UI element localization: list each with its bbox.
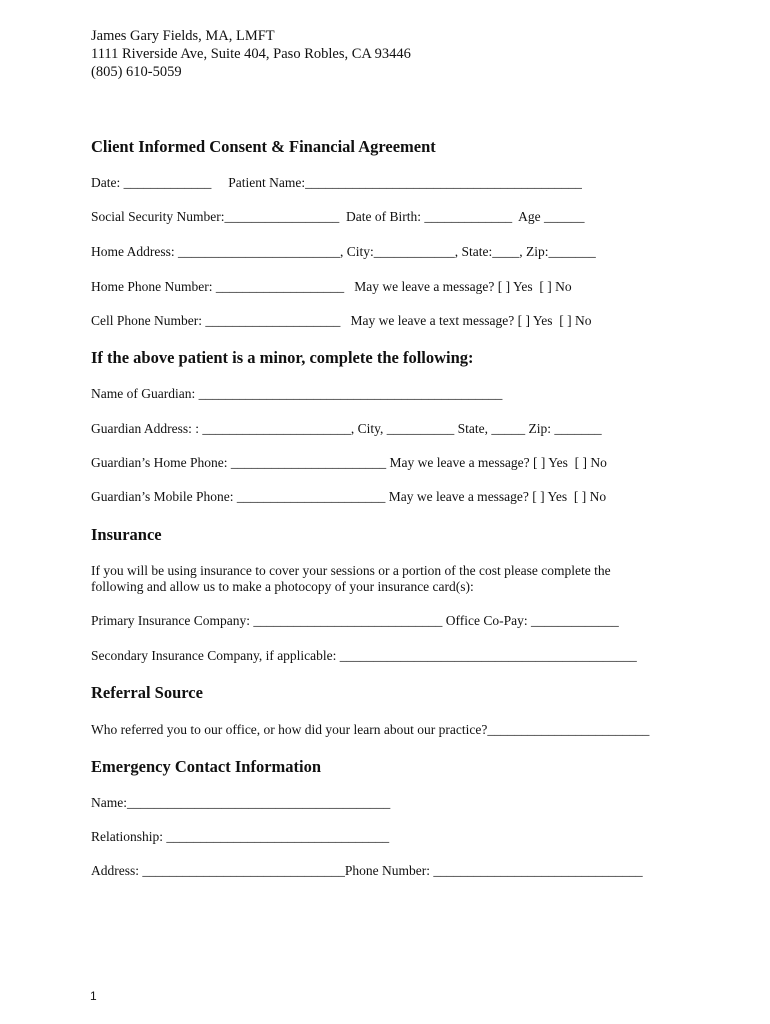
- secondary-insurance-line[interactable]: Secondary Insurance Company, if applicable: ____________________________________________: [91, 648, 637, 663]
- insurance-intro-2: following and allow us to make a photocopy of your insurance card(s):: [91, 579, 474, 594]
- provider-phone: (805) 610-5059: [91, 64, 182, 80]
- page-number: 1: [90, 989, 97, 1003]
- ssn-dob-age-line[interactable]: Social Security Number:_________________ Date of Birth: _____________ Age ______: [91, 209, 585, 224]
- home-address-line[interactable]: Home Address: ________________________, City:____________, State:____, Zip:_______: [91, 244, 596, 259]
- emergency-name-line[interactable]: Name:_______________________________________: [91, 795, 391, 810]
- referral-heading: Referral Source: [91, 683, 203, 702]
- minor-heading: If the above patient is a minor, complete the following:: [91, 348, 474, 367]
- cell-phone-line[interactable]: Cell Phone Number: ____________________ May we leave a text message? [ ] Yes [ ] No: [91, 313, 592, 328]
- home-phone-line[interactable]: Home Phone Number: ___________________ May we leave a message? [ ] Yes [ ] No: [91, 279, 572, 294]
- guardian-home-phone-line[interactable]: Guardian’s Home Phone: _______________________ May we leave a message? [ ] Yes [ ] No: [91, 455, 607, 470]
- guardian-address-line[interactable]: Guardian Address: : ______________________, City, __________ State, _____ Zip: _______: [91, 421, 602, 436]
- form-title: Client Informed Consent & Financial Agreement: [91, 137, 436, 156]
- insurance-intro-1: If you will be using insurance to cover your sessions or a portion of the cost please complete the: [91, 563, 611, 578]
- guardian-mobile-phone-line[interactable]: Guardian’s Mobile Phone: ______________________ May we leave a message? [ ] Yes [ ] No: [91, 489, 607, 504]
- emergency-heading: Emergency Contact Information: [91, 757, 322, 776]
- emergency-relationship-line[interactable]: Relationship: _________________________________: [91, 829, 390, 844]
- guardian-name-line[interactable]: Name of Guardian: _____________________________________________: [91, 386, 503, 401]
- emergency-address-phone-line[interactable]: Address: ______________________________Phone Number: _______________________________: [91, 863, 643, 878]
- provider-address: 1111 Riverside Ave, Suite 404, Paso Robles, CA 93446: [91, 46, 411, 62]
- primary-insurance-line[interactable]: Primary Insurance Company: ____________________________ Office Co-Pay: _____________: [91, 613, 619, 628]
- insurance-heading: Insurance: [91, 525, 162, 544]
- provider-name: James Gary Fields, MA, LMFT: [91, 28, 275, 44]
- date-patient-name-line[interactable]: Date: _____________ Patient Name:_________________________________________: [91, 175, 582, 190]
- referral-question-line[interactable]: Who referred you to our office, or how did your learn about our practice?________________________: [91, 722, 650, 737]
